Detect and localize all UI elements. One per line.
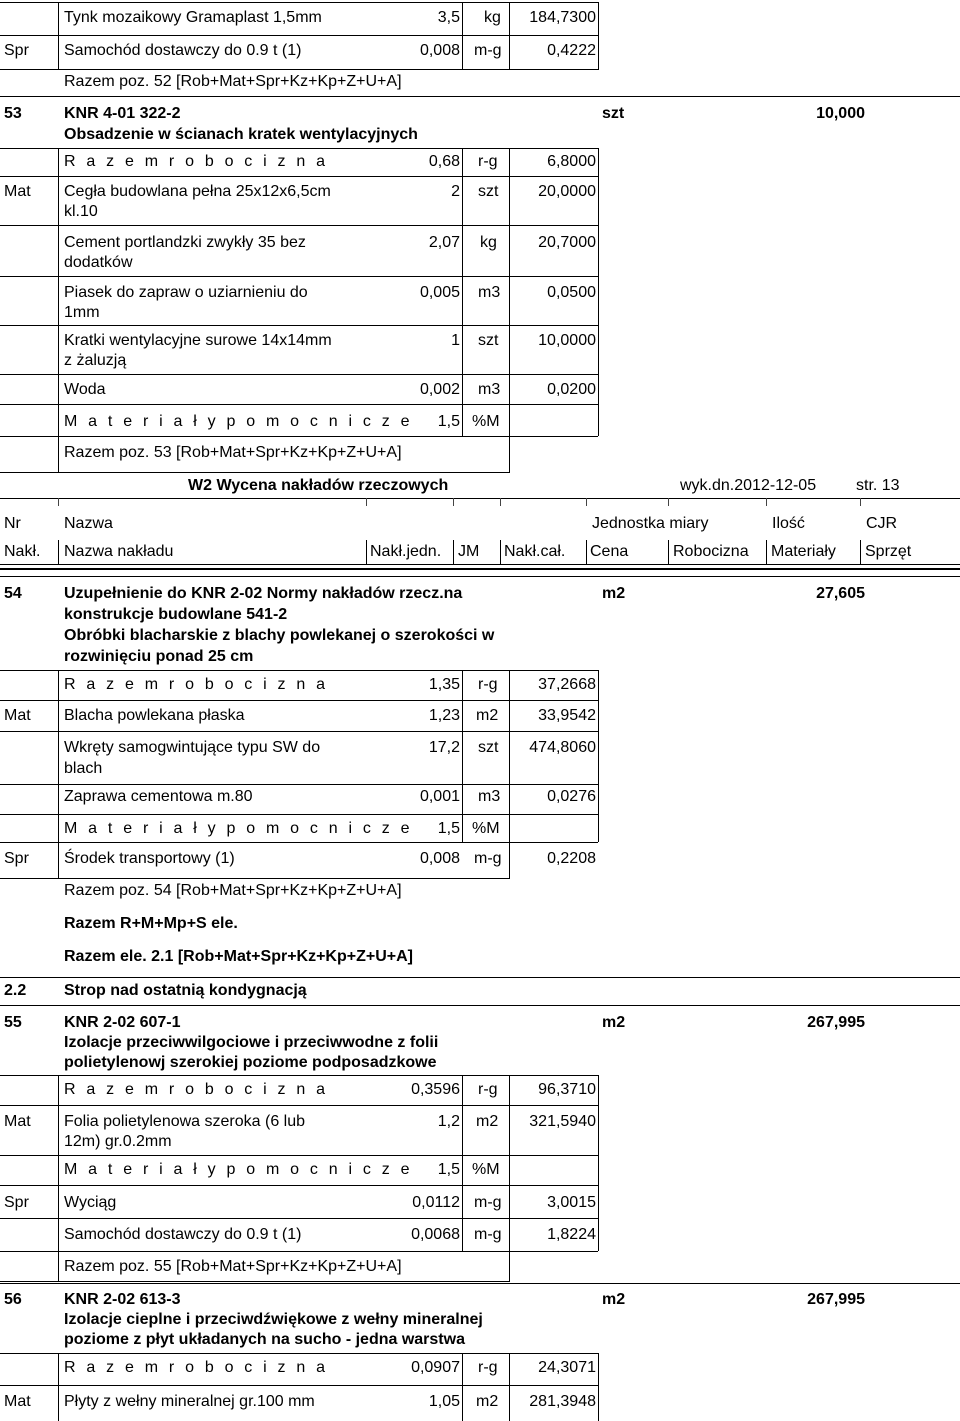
row-type: Mat (4, 183, 31, 200)
position-unit: m2 (602, 585, 626, 602)
row-desc: Folia polietylenowa szeroka (6 lub (64, 1113, 306, 1130)
position-unit: szt (602, 105, 625, 122)
row-unit: m-g (474, 1194, 502, 1211)
row-desc: Piasek do zapraw o uziarnieniu do (64, 284, 308, 301)
row-qty: 321,5940 (529, 1113, 596, 1130)
row-qty: 6,8000 (547, 153, 596, 170)
row-type: Spr (4, 850, 29, 867)
row-desc-cont: z żaluzją (64, 352, 127, 369)
row-desc: Wyciąg (64, 1194, 117, 1211)
position-number: 55 (4, 1014, 22, 1031)
aux-materials-label: M a t e r i a ł y p o m o c n i c z e (64, 413, 413, 430)
position-qty: 10,000 (816, 105, 865, 122)
labor-total-label: R a z e m r o b o c i z n a (64, 153, 329, 170)
aux-materials-label: M a t e r i a ł y p o m o c n i c z e (64, 1161, 413, 1178)
row-norm: 2 (451, 183, 460, 200)
row-desc-cont: dodatków (64, 254, 133, 271)
row-norm: 0,0907 (411, 1359, 460, 1376)
col-header-unit: Jednostka miary (592, 515, 709, 532)
row-unit: r-g (478, 153, 498, 170)
row-desc: Wkręty samogwintujące typu SW do (64, 739, 321, 756)
col-header-name: Nazwa (64, 515, 113, 532)
row-desc: Cement portlandzki zwykły 35 bez (64, 234, 306, 251)
col-header-unit-norm: Nakł.jedn. (370, 543, 442, 560)
col-header-equipment: Sprzęt (865, 543, 912, 560)
col-header-resource-name: Nazwa nakładu (64, 543, 174, 560)
row-qty: 0,0500 (547, 284, 596, 301)
report-title: W2 Wycena nakładów rzeczowych (188, 477, 449, 494)
row-norm: 0,002 (419, 381, 460, 398)
row-unit: m-g (474, 850, 502, 867)
col-header-quantity: Ilość (772, 515, 805, 532)
row-norm: 0,001 (419, 788, 460, 805)
row-qty: 0,0200 (547, 381, 596, 398)
row-norm: 0,008 (419, 850, 460, 867)
row-unit: r-g (478, 1081, 498, 1098)
row-unit: szt (478, 183, 499, 200)
row-unit: %M (472, 820, 500, 837)
position-code: KNR 2-02 607-1 (64, 1014, 181, 1031)
row-norm: 1,5 (437, 413, 460, 430)
position-title-line2: poziome z płyt układanych na sucho - jedna warstwa (64, 1331, 465, 1348)
col-header-nakl: Nakł. (4, 543, 41, 560)
row-norm: 1,5 (437, 1161, 460, 1178)
row-norm: 0,0112 (412, 1194, 460, 1211)
row-unit: m2 (476, 1113, 499, 1130)
position-total: Razem poz. 55 [Rob+Mat+Spr+Kz+Kp+Z+U+A] (64, 1258, 402, 1275)
row-type: Mat (4, 1113, 31, 1130)
position-title-line3: Obróbki blacharskie z blachy powlekanej o szerokości w (64, 627, 495, 644)
position-code: KNR 2-02 613-3 (64, 1291, 181, 1308)
row-type: Spr (4, 42, 29, 59)
row-qty: 184,7300 (529, 9, 596, 26)
row-desc: Zaprawa cementowa m.80 (64, 788, 253, 805)
col-header-total-norm: Nakł.cał. (504, 543, 566, 560)
row-norm: 0,3596 (411, 1081, 460, 1098)
row-norm: 1,2 (437, 1113, 460, 1130)
row-norm: 3,5 (437, 9, 460, 26)
row-qty: 10,0000 (538, 332, 596, 349)
col-header-cjr: CJR (866, 515, 898, 532)
row-unit: m-g (474, 42, 502, 59)
row-norm: 0,68 (428, 153, 460, 170)
row-desc-cont: kl.10 (64, 203, 98, 220)
row-norm: 1,5 (437, 820, 460, 837)
row-desc-cont: blach (64, 760, 103, 777)
row-unit: r-g (478, 676, 498, 693)
row-norm: 0,005 (419, 284, 460, 301)
row-unit: szt (478, 739, 499, 756)
row-qty: 3,0015 (547, 1194, 596, 1211)
position-code: KNR 4-01 322-2 (64, 105, 181, 122)
col-header-materials: Materiały (771, 543, 836, 560)
position-unit: m2 (602, 1014, 626, 1031)
row-desc: Blacha powlekana płaska (64, 707, 245, 724)
position-total: Razem poz. 53 [Rob+Mat+Spr+Kz+Kp+Z+U+A] (64, 444, 402, 461)
row-unit: m2 (476, 707, 499, 724)
row-desc: Woda (64, 381, 106, 398)
position-title: Obsadzenie w ścianach kratek wentylacyjnych (64, 126, 418, 143)
row-norm: 0,0068 (411, 1226, 460, 1243)
position-title-line2: polietylenowj szerokiej poziome podposadzkowe (64, 1054, 437, 1071)
col-header-price: Cena (590, 543, 629, 560)
row-type: Spr (4, 1194, 29, 1211)
row-desc: Tynk mozaikowy Gramaplast 1,5mm (64, 9, 322, 26)
row-type: Mat (4, 1393, 31, 1410)
row-qty: 281,3948 (529, 1393, 596, 1410)
position-title: Izolacje cieplne i przeciwdźwiękowe z wełny mineralnej (64, 1311, 483, 1328)
row-unit: m2 (476, 1393, 499, 1410)
row-unit: kg (484, 9, 501, 26)
position-title: Izolacje przeciwwilgociowe i przeciwwodne z folii (64, 1034, 439, 1051)
row-qty: 0,0276 (547, 788, 596, 805)
row-qty: 474,8060 (529, 739, 596, 756)
row-unit: m3 (478, 788, 501, 805)
row-qty: 24,3071 (538, 1359, 596, 1376)
row-qty: 1,8224 (547, 1226, 596, 1243)
row-norm: 2,07 (428, 234, 460, 251)
row-unit: m3 (478, 284, 501, 301)
position-number: 54 (4, 585, 22, 602)
row-desc: Środek transportowy (1) (64, 850, 235, 867)
report-date: wyk.dn.2012-12-05 (680, 477, 817, 494)
position-unit: m2 (602, 1291, 626, 1308)
row-type: Mat (4, 707, 31, 724)
row-norm: 1,35 (428, 676, 460, 693)
col-header-jm: JM (458, 543, 480, 560)
row-qty: 0,4222 (547, 42, 596, 59)
section-number: 2.2 (4, 982, 27, 999)
aux-materials-label: M a t e r i a ł y p o m o c n i c z e (64, 820, 413, 837)
row-qty: 20,0000 (538, 183, 596, 200)
row-qty: 37,2668 (538, 676, 596, 693)
position-title-line2: konstrukcje budowlane 541-2 (64, 606, 288, 623)
row-desc: Samochód dostawczy do 0.9 t (1) (64, 1226, 302, 1243)
row-qty: 0,2208 (547, 850, 596, 867)
row-unit: %M (472, 1161, 500, 1178)
row-qty: 20,7000 (538, 234, 596, 251)
position-qty: 267,995 (807, 1014, 865, 1031)
position-title: Uzupełnienie do KNR 2-02 Normy nakładów rzecz.na (64, 585, 463, 602)
labor-total-label: R a z e m r o b o c i z n a (64, 1359, 329, 1376)
row-desc: Kratki wentylacyjne surowe 14x14mm (64, 332, 332, 349)
col-header-labor: Robocizna (673, 543, 749, 560)
row-unit: %M (472, 413, 500, 430)
row-qty: 33,9542 (538, 707, 596, 724)
col-header-nr: Nr (4, 515, 21, 532)
page-number: str. 13 (856, 477, 900, 494)
labor-total-label: R a z e m r o b o c i z n a (64, 676, 329, 693)
row-norm: 1,23 (428, 707, 460, 724)
row-norm: 1,05 (428, 1393, 460, 1410)
section-title: Strop nad ostatnią kondygnacją (64, 982, 307, 999)
row-unit: r-g (478, 1359, 498, 1376)
row-qty: 96,3710 (538, 1081, 596, 1098)
position-qty: 267,995 (807, 1291, 865, 1308)
row-unit: m3 (478, 381, 501, 398)
position-number: 53 (4, 105, 22, 122)
row-desc-cont: 1mm (64, 304, 100, 321)
position-qty: 27,605 (816, 585, 865, 602)
position-total: Razem poz. 52 [Rob+Mat+Spr+Kz+Kp+Z+U+A] (64, 73, 402, 90)
row-desc: Samochód dostawczy do 0.9 t (1) (64, 42, 302, 59)
row-unit: kg (480, 234, 497, 251)
position-title-line4: rozwinięciu ponad 25 cm (64, 648, 254, 665)
row-desc: Płyty z wełny mineralnej gr.100 mm (64, 1393, 315, 1410)
element-total: Razem ele. 2.1 [Rob+Mat+Spr+Kz+Kp+Z+U+A] (64, 948, 413, 965)
row-norm: 17,2 (428, 739, 460, 756)
row-unit: szt (478, 332, 499, 349)
row-desc: Cegła budowlana pełna 25x12x6,5cm (64, 183, 331, 200)
labor-total-label: R a z e m r o b o c i z n a (64, 1081, 329, 1098)
row-norm: 1 (451, 332, 460, 349)
row-unit: m-g (474, 1226, 502, 1243)
row-norm: 0,008 (419, 42, 460, 59)
position-total: Razem poz. 54 [Rob+Mat+Spr+Kz+Kp+Z+U+A] (64, 882, 402, 899)
row-desc-cont: 12m) gr.0.2mm (64, 1133, 172, 1150)
position-number: 56 (4, 1291, 22, 1308)
element-total-rmms: Razem R+M+Mp+S ele. (64, 915, 238, 932)
